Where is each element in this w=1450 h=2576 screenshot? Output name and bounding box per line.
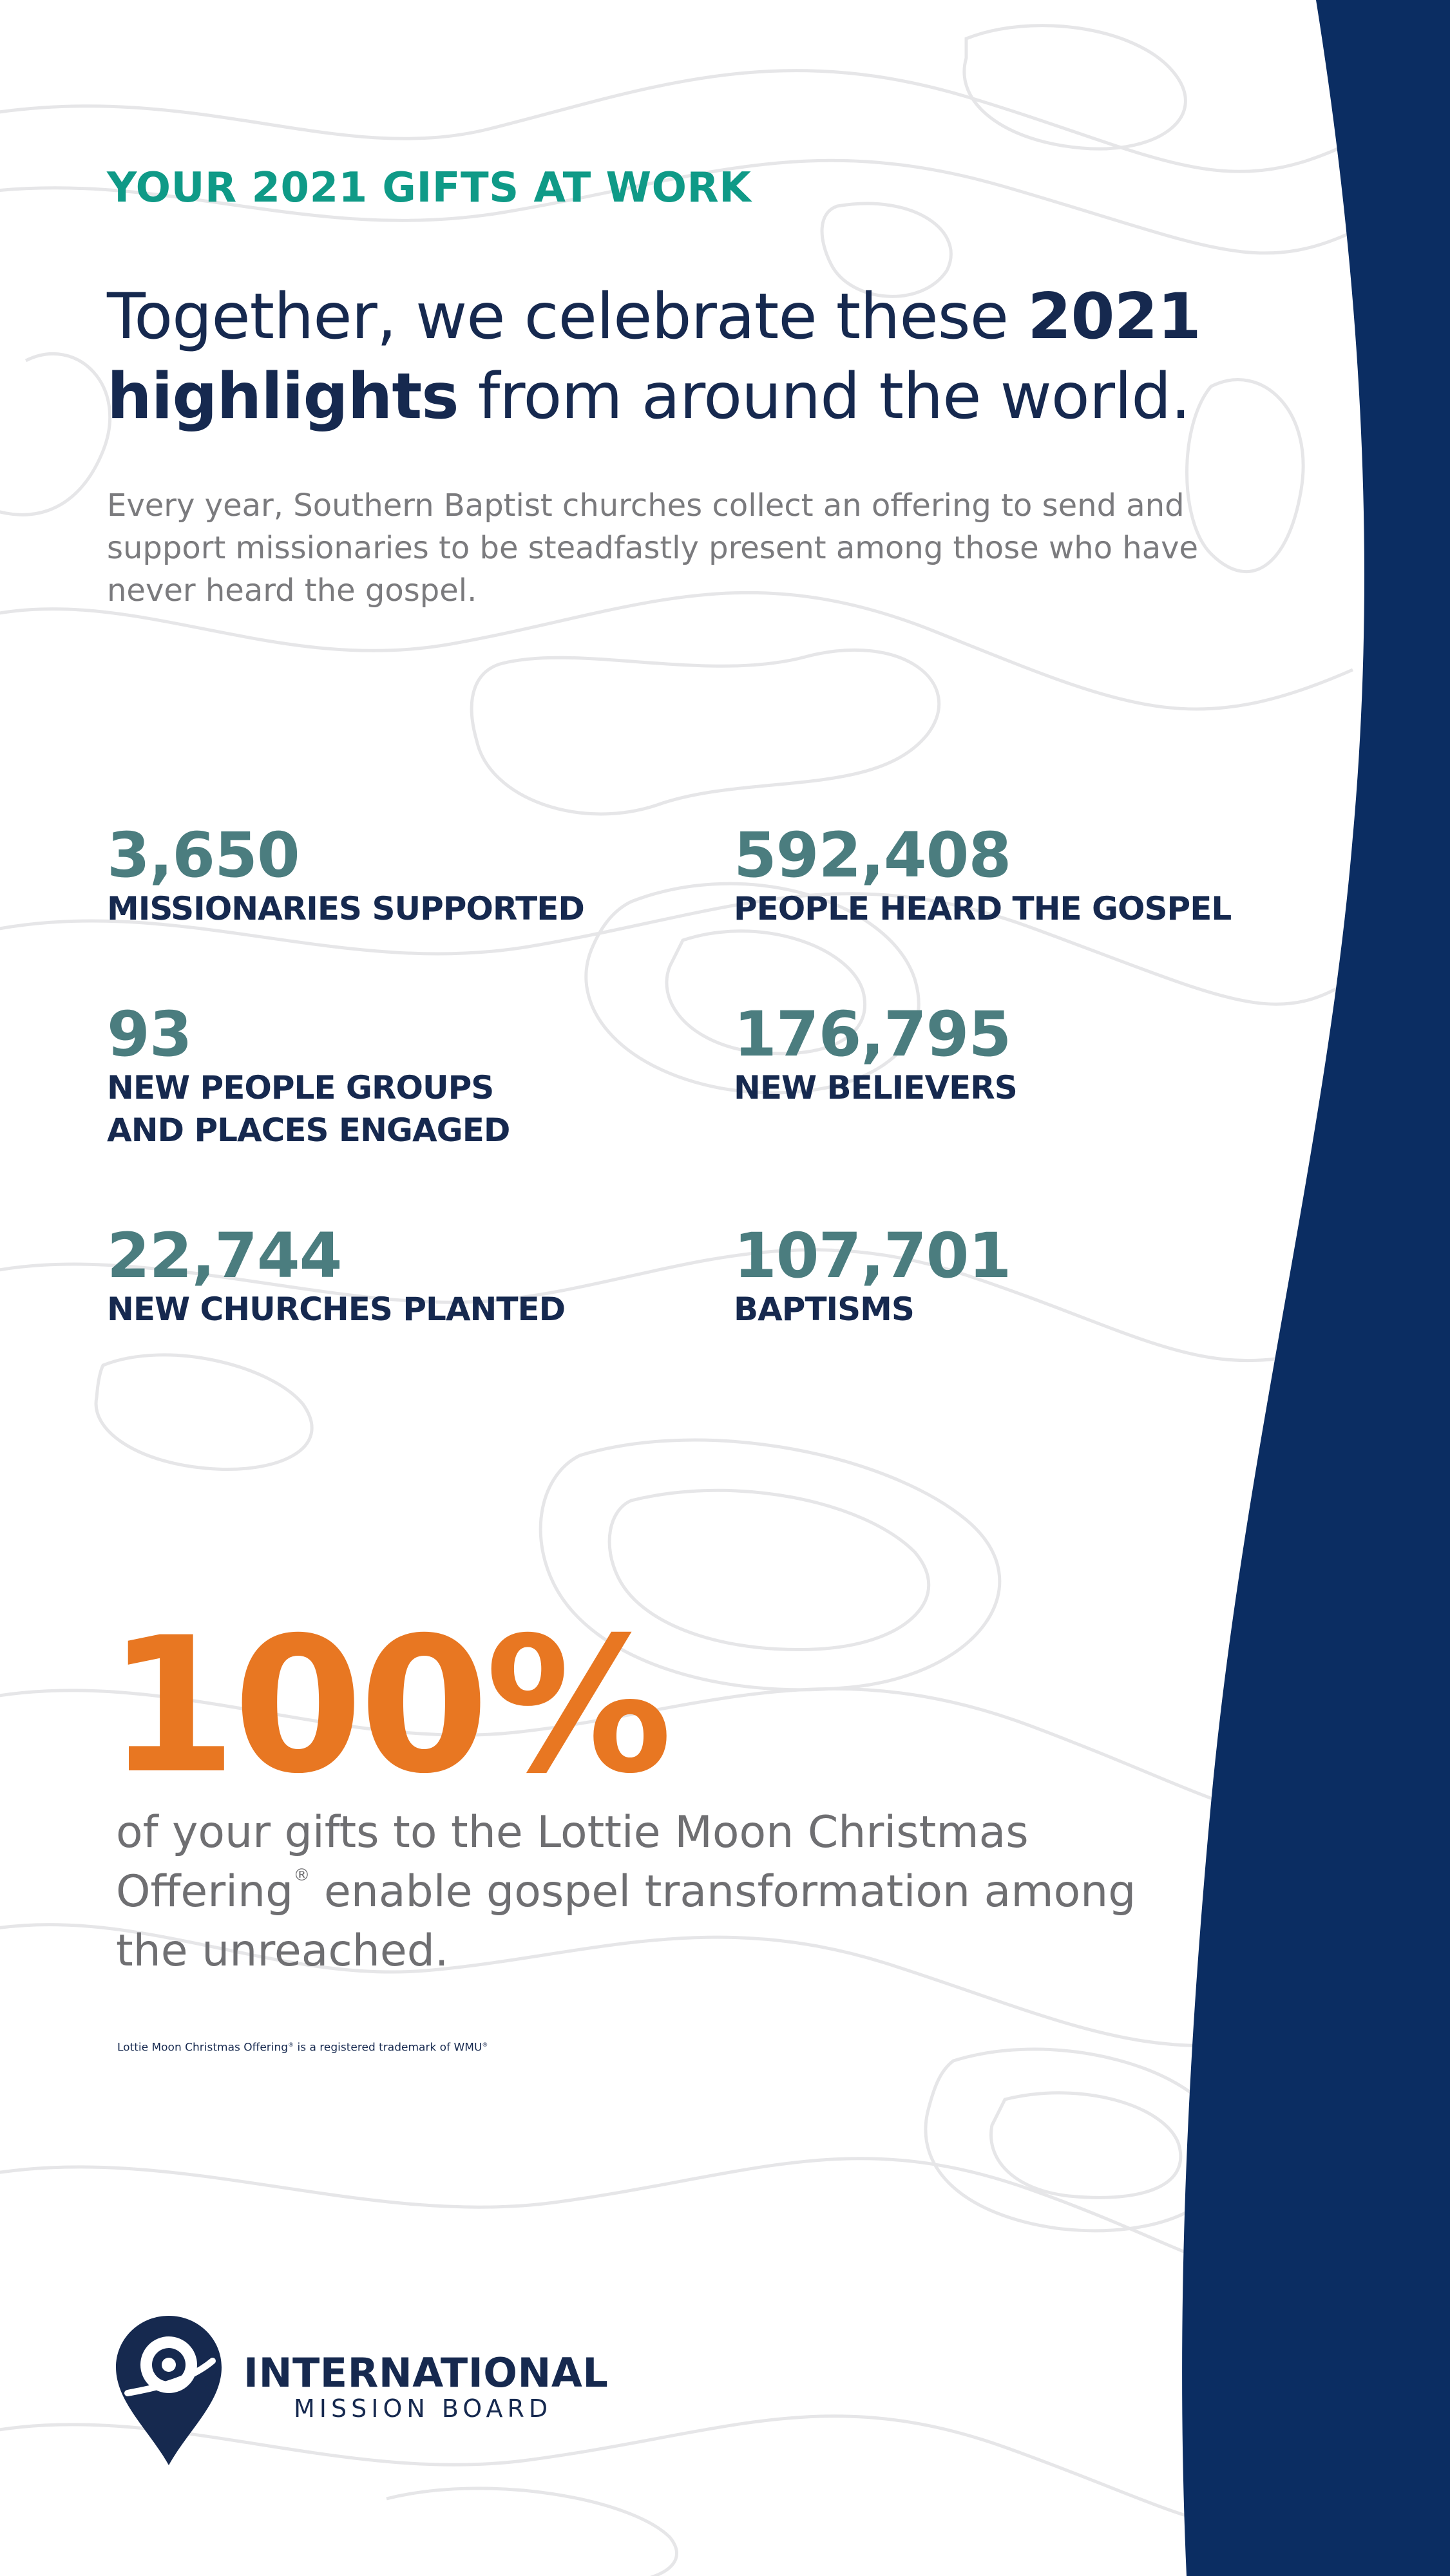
stat-label: NEW BELIEVERS xyxy=(734,1069,1017,1106)
trademark-owner-registered-mark: ® xyxy=(482,2042,488,2049)
offering-text-end: enable gospel transformation among the unreached. xyxy=(116,1866,1136,1976)
registered-mark: ® xyxy=(293,1866,310,1885)
trademark-owner: is a registered trademark of WMU xyxy=(294,2041,482,2054)
stat-new-churches-planted xyxy=(107,1220,566,1331)
headline-text-end: from around the world. xyxy=(458,360,1190,433)
stat-label: NEW CHURCHES PLANTED xyxy=(107,1291,566,1328)
stat-value: 107,701 xyxy=(734,1220,1011,1292)
stat-new-believers xyxy=(734,998,1017,1109)
stat-value: 22,744 xyxy=(107,1220,342,1292)
stat-label: MISSIONARIES SUPPORTED xyxy=(107,890,584,927)
offering-text-start: of your gifts to the Lottie Moon Christmas Offering xyxy=(116,1807,1029,1917)
stat-baptisms xyxy=(734,1220,1011,1331)
trademark-notice xyxy=(117,2038,488,2056)
stat-new-people-groups xyxy=(107,998,510,1151)
offering-description xyxy=(116,1803,1147,1981)
stat-label: BAPTISMS xyxy=(734,1291,914,1328)
stat-label: PEOPLE HEARD THE GOSPEL xyxy=(734,890,1232,927)
map-pin-icon xyxy=(116,2316,222,2465)
intro-paragraph: Every year, Southern Baptist churches collect an offering to send and support missionaries to be steadfastly present among those who have never heard the gospel. xyxy=(107,488,1199,609)
stat-label: NEW PEOPLE GROUPS xyxy=(107,1069,494,1106)
headline-emphasis: 2021 highlights xyxy=(107,280,1201,433)
stat-value: 176,795 xyxy=(734,998,1011,1070)
navy-wave-band xyxy=(1182,0,1450,2576)
stat-missionaries-supported xyxy=(107,819,584,930)
trademark-name: Lottie Moon Christmas Offering xyxy=(117,2041,289,2054)
page-headline xyxy=(107,277,1202,437)
logo-subname: MISSION BOARD xyxy=(294,2394,553,2423)
stat-label-line-2: AND PLACES ENGAGED xyxy=(107,1112,510,1149)
stat-value: 93 xyxy=(107,998,192,1070)
offering-percent: 100% xyxy=(107,1598,669,1815)
logo-name: INTERNATIONAL xyxy=(243,2349,609,2396)
section-eyebrow: YOUR 2021 GIFTS AT WORK xyxy=(107,164,752,212)
trademark-registered-mark: ® xyxy=(288,2042,294,2049)
stat-value: 592,408 xyxy=(734,819,1011,891)
headline-text-start: Together, we celebrate these xyxy=(107,280,1028,354)
stat-value: 3,650 xyxy=(107,819,300,891)
stat-people-heard-gospel xyxy=(734,819,1232,930)
